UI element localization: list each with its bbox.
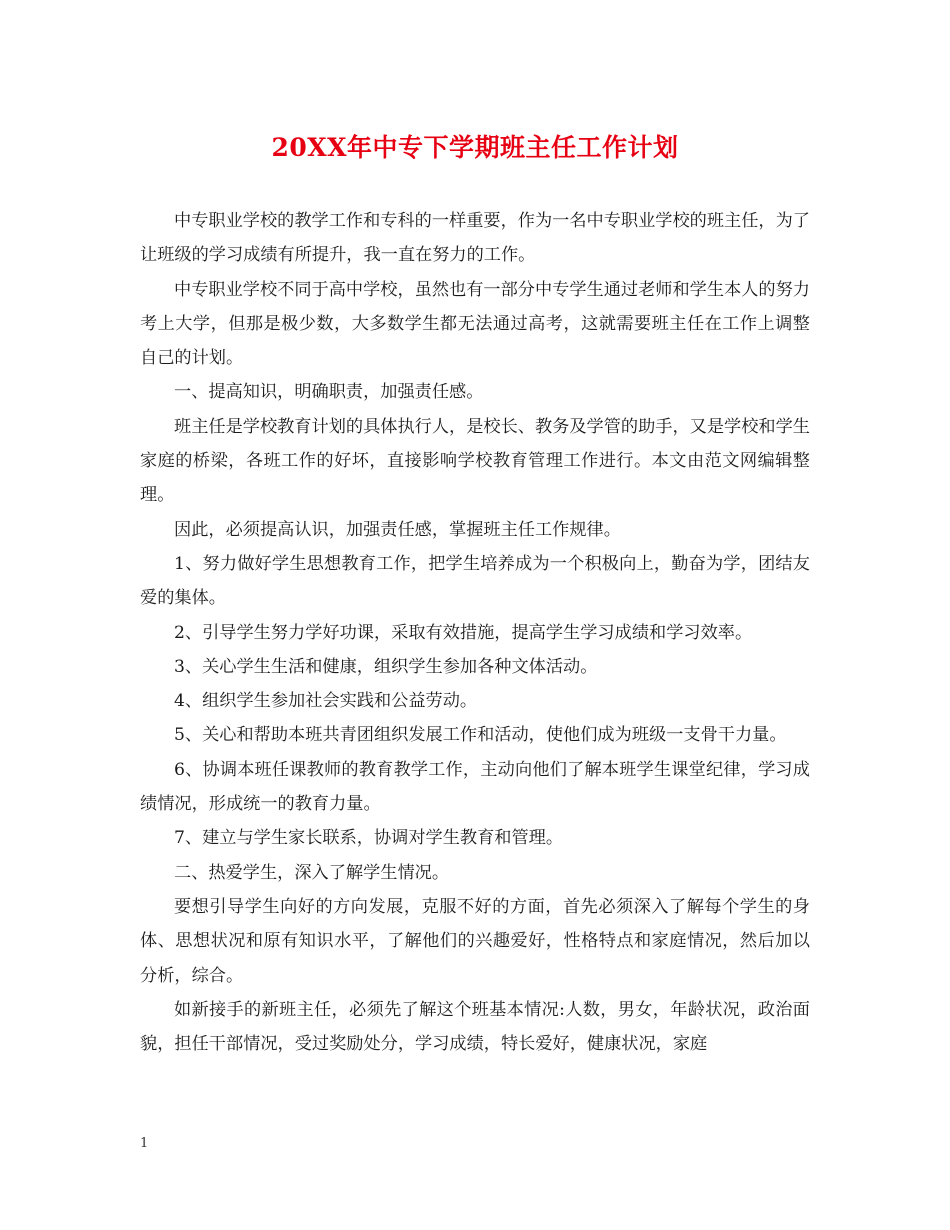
- page-number: 1: [140, 1136, 149, 1151]
- list-item: 7、建立与学生家长联系，协调对学生教育和管理。: [174, 828, 564, 849]
- list-item: 4、组织学生参加社会实践和公益劳动。: [174, 691, 478, 712]
- document-title: 20XX年中专下学期班主任工作计划: [271, 133, 679, 162]
- section-heading: 一、提高知识，明确职责，加强责任感。: [174, 382, 484, 403]
- paragraph: 如新接手的新班主任，必须先了解这个班基本情况:人数，男女，年龄状况，政治面貌，担任干部情况，受过奖励处分，学习成绩，特长爱好，健康状况，家庭: [140, 999, 810, 1055]
- section-heading: 二、热爱学生，深入了解学生情况。: [174, 862, 450, 883]
- list-item: 3、关心学生生活和健康，组织学生参加各种文体活动。: [174, 656, 598, 677]
- list-item: 1、努力做好学生思想教育工作，把学生培养成为一个积极向上，勤奋为学，团结友爱的集体。: [140, 553, 810, 609]
- list-item: 5、关心和帮助本班共青团组织发展工作和活动，使他们成为班级一支骨干力量。: [174, 725, 787, 746]
- paragraph: 中专职业学校不同于高中学校，虽然也有一部分中专学生通过老师和学生本人的努力考上大学，但那是极少数，大多数学生都无法通过高考，这就需要班主任在工作上调整自己的计划。: [140, 279, 810, 369]
- list-item: 6、协调本班任课教师的教育教学工作，主动向他们了解本班学生课堂纪律，学习成绩情况，形成统一的教育力量。: [140, 759, 810, 815]
- paragraph: 要想引导学生向好的方向发展，克服不好的方面，首先必须深入了解每个学生的身体、思想状况和原有知识水平，了解他们的兴趣爱好，性格特点和家庭情况，然后加以分析，综合。: [140, 896, 810, 986]
- list-item: 2、引导学生努力学好功课，采取有效措施，提高学生学习成绩和学习效率。: [174, 622, 753, 643]
- paragraph: 中专职业学校的教学工作和专科的一样重要，作为一名中专职业学校的班主任，为了让班级的学习成绩有所提升，我一直在努力的工作。: [140, 211, 810, 266]
- document-body: [140, 204, 810, 1061]
- paragraph: 因此，必须提高认识，加强责任感，掌握班主任工作规律。: [174, 519, 621, 540]
- paragraph: 班主任是学校教育计划的具体执行人，是校长、教务及学管的助手，又是学校和学生家庭的桥梁，各班工作的好坏，直接影响学校教育管理工作进行。本文由范文网编辑整理。: [140, 416, 810, 506]
